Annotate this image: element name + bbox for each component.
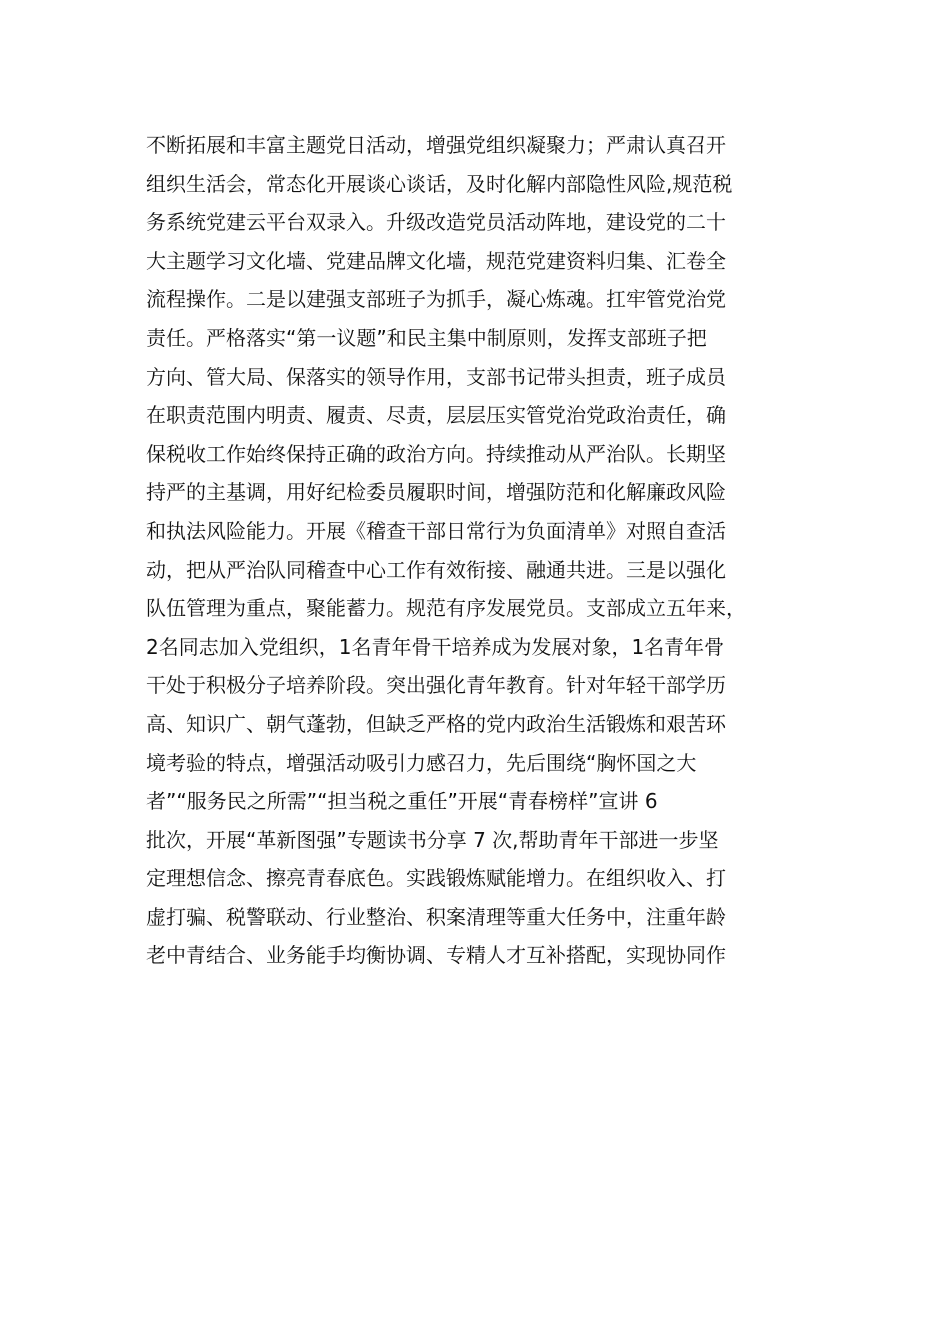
text-line: 定理想信念、擦亮青春底色。实践锻炼赋能增力。在组织收入、打 (146, 866, 726, 891)
text-line: 老中青结合、业务能手均衡协调、专精人才互补搭配，实现协同作 (146, 943, 726, 968)
text-line: 保税收工作始终保持正确的政治方向。持续推动从严治队。长期坚 (146, 441, 726, 466)
text-line: 和执法风险能力。开展《稽查干部日常行为负面清单》对照自查活 (146, 518, 726, 543)
text-line: 干处于积极分子培养阶段。突出强化青年教育。针对年轻干部学历 (146, 673, 726, 698)
text-line: 组织生活会，常态化开展谈心谈话，及时化解内部隐性风险,规范税 (146, 171, 733, 196)
text-line: 务系统党建云平台双录入。升级改造党员活动阵地，建设党的二十 (146, 210, 726, 235)
text-line: 方向、管大局、保落实的领导作用，支部书记带头担责，班子成员 (146, 364, 726, 389)
text-line: 高、知识广、朝气蓬勃，但缺乏严格的党内政治生活锻炼和艰苦环 (146, 711, 726, 736)
text-line: 批次，开展“革新图强”专题读书分享 7 次,帮助青年干部进一步坚 (146, 827, 719, 852)
text-line: 责任。严格落实“第一议题”和民主集中制原则，发挥支部班子把 (146, 325, 707, 350)
text-line: 者”“服务民之所需”“担当税之重任”开展“青春榜样”宣讲 6 (146, 789, 658, 814)
text-line: 虚打骗、税警联动、行业整治、积案清理等重大任务中，注重年龄 (146, 904, 726, 929)
body-paragraph (146, 126, 826, 975)
text-line: 队伍管理为重点，聚能蓄力。规范有序发展党员。支部成立五年来， (146, 596, 746, 621)
text-line: 2名同志加入党组织，1名青年骨干培养成为发展对象，1名青年骨 (146, 634, 725, 659)
text-line: 动，把从严治队同稽查中心工作有效衔接、融通共进。三是以强化 (146, 557, 726, 582)
text-line: 流程操作。二是以建强支部班子为抓手，凝心炼魂。扛牢管党治党 (146, 287, 726, 312)
text-line: 大主题学习文化墙、党建品牌文化墙，规范党建资料归集、汇卷全 (146, 248, 726, 273)
text-line: 持严的主基调，用好纪检委员履职时间，增强防范和化解廉政风险 (146, 480, 726, 505)
text-line: 不断拓展和丰富主题党日活动，增强党组织凝聚力；严肃认真召开 (146, 133, 726, 157)
text-line: 在职责范围内明责、履责、尽责，层层压实管党治党政治责任，确 (146, 403, 726, 428)
text-line: 境考验的特点，增强活动吸引力感召力，先后围绕“胸怀国之大 (146, 750, 697, 775)
